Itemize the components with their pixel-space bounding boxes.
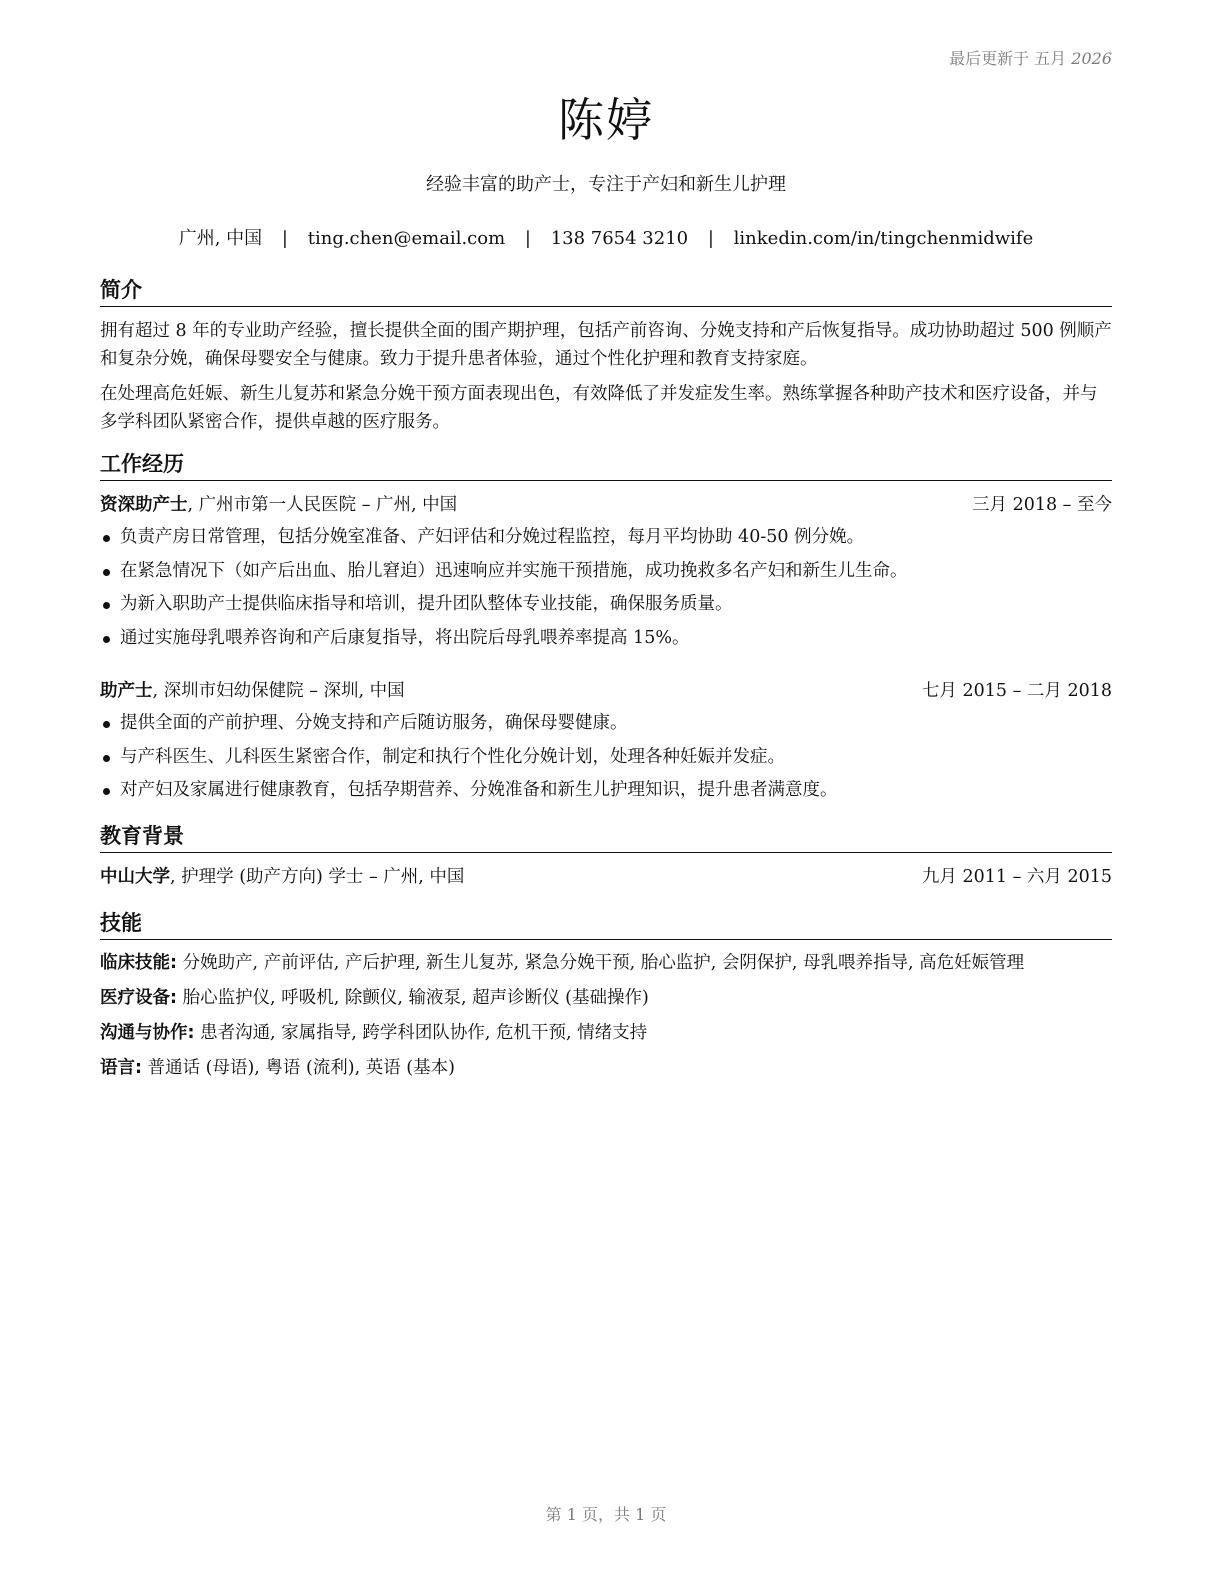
skill-row [100, 950, 1112, 976]
section-title-summary: 简介 [100, 276, 1112, 307]
skill-value: 分娩助产, 产前评估, 产后护理, 新生儿复苏, 紧急分娩干预, 胎心监护, 会阴保护, 母乳喂养指导, 高危妊娠管理 [177, 953, 1025, 973]
skill-value: 普通话 (母语), 粤语 (流利), 英语 (基本) [142, 1058, 455, 1078]
summary-paragraph: 在处理高危妊娠、新生儿复苏和紧急分娩干预方面表现出色，有效降低了并发症发生率。熟练掌握各种助产技术和医疗设备，并与多学科团队紧密合作，提供卓越的医疗服务。 [100, 384, 1098, 432]
bullet-item: 与产科医生、儿科医生紧密合作，制定和执行个性化分娩计划，处理各种妊娠并发症。 [100, 741, 1112, 775]
resume-page [100, 0, 1112, 1584]
job-entry [100, 677, 1112, 808]
skill-row [100, 1020, 1112, 1046]
job-bullets [100, 521, 1112, 655]
summary-section [100, 276, 1112, 443]
skill-label: 沟通与协作: [100, 1023, 195, 1043]
experience-section [100, 450, 1112, 808]
contact-location: 广州, 中国 [178, 228, 263, 249]
education-degree: , 护理学 (助产方向) 学士 – 广州, 中国 [170, 867, 465, 887]
contact-email[interactable]: ting.chen@email.com [307, 228, 506, 249]
contact-linkedin[interactable]: linkedin.com/in/tingchenmidwife [733, 228, 1034, 249]
job-organization: , 深圳市妇幼保健院 – 深圳, 中国 [152, 681, 405, 701]
job-bullets [100, 707, 1112, 808]
bullet-item: 提供全面的产前护理、分娩支持和产后随访服务，确保母婴健康。 [100, 707, 1112, 741]
skill-label: 语言: [100, 1058, 142, 1078]
bullet-item: 对产妇及家属进行健康教育，包括孕期营养、分娩准备和新生儿护理知识，提升患者满意度。 [100, 774, 1112, 808]
bullet-item: 通过实施母乳喂养咨询和产后康复指导，将出院后母乳喂养率提高 15%。 [100, 622, 1112, 656]
skills-section [100, 909, 1112, 1090]
job-header [100, 677, 1112, 705]
contact-separator: | [281, 228, 288, 249]
skill-value: 胎心监护仪, 呼吸机, 除颤仪, 输液泵, 超声诊断仪 (基础操作) [177, 988, 649, 1008]
section-title-experience: 工作经历 [100, 450, 1112, 481]
job-title-line [100, 491, 457, 519]
skill-row [100, 985, 1112, 1011]
tagline: 经验丰富的助产士，专注于产妇和新生儿护理 [426, 174, 786, 195]
education-line [100, 863, 464, 891]
bullet-item: 在紧急情况下（如产后出血、胎儿窘迫）迅速响应并实施干预措施，成功挽救多名产妇和新生儿生命。 [100, 555, 1112, 589]
contact-separator: | [524, 228, 531, 249]
job-dates: 三月 2018 – 至今 [972, 495, 1112, 515]
education-school: 中山大学 [100, 867, 170, 887]
job-role: 资深助产士 [100, 495, 188, 515]
education-dates: 九月 2011 – 六月 2015 [921, 867, 1112, 887]
job-entry [100, 491, 1112, 655]
skill-label: 临床技能: [100, 953, 177, 973]
contact-separator: | [707, 228, 714, 249]
page-footer: 第 1 页，共 1 页 [545, 1505, 667, 1524]
candidate-name: 陈婷 [558, 93, 654, 147]
job-dates: 七月 2015 – 二月 2018 [921, 681, 1112, 701]
skill-value: 患者沟通, 家属指导, 跨学科团队协作, 危机干预, 情绪支持 [194, 1023, 648, 1043]
skill-label: 医疗设备: [100, 988, 177, 1008]
last-updated-label: 最后更新于 五月 [949, 49, 1067, 68]
job-role: 助产士 [100, 681, 153, 701]
education-section [100, 822, 1112, 891]
job-organization: , 广州市第一人民医院 – 广州, 中国 [187, 495, 458, 515]
last-updated [949, 46, 1112, 69]
bullet-item: 负责产房日常管理，包括分娩室准备、产妇评估和分娩过程监控，每月平均协助 40-50 例分娩。 [100, 521, 1112, 555]
job-header [100, 491, 1112, 519]
section-title-skills: 技能 [100, 909, 1112, 940]
last-updated-year: 2026 [1071, 49, 1112, 68]
education-entry [100, 863, 1112, 891]
contact-phone: 138 7654 3210 [550, 228, 689, 249]
bullet-item: 为新入职助产士提供临床指导和培训，提升团队整体专业技能，确保服务质量。 [100, 588, 1112, 622]
section-title-education: 教育背景 [100, 822, 1112, 853]
summary-paragraph: 拥有超过 8 年的专业助产经验，擅长提供全面的围产期护理，包括产前咨询、分娩支持和产后恢复指导。成功协助超过 500 例顺产和复杂分娩，确保母婴安全与健康。致力于提升患者体验，通过个性化护理和教育支持家庭。 [100, 321, 1112, 369]
contact-line [100, 224, 1112, 250]
skill-row [100, 1055, 1112, 1081]
job-title-line [100, 677, 405, 705]
